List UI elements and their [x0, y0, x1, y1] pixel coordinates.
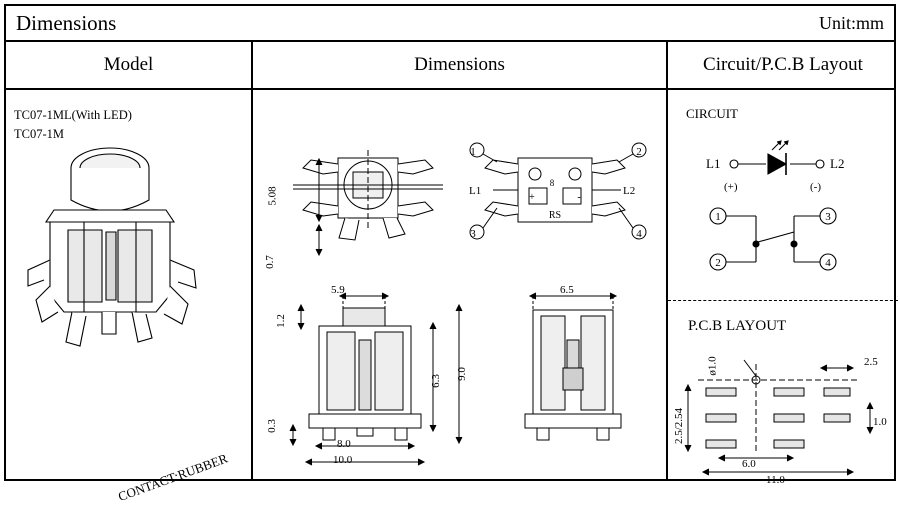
dimensions-column [251, 90, 666, 481]
circuit-pcb-divider [668, 300, 898, 301]
column-header-row [6, 42, 894, 90]
sheet-header [6, 6, 894, 42]
pin-number-4: 4 [636, 228, 642, 240]
polarity-minus: - [577, 192, 581, 203]
pcb-layout-title: P.C.B LAYOUT [688, 318, 787, 334]
pcb-dim-11-0: 11.0 [766, 474, 785, 486]
column-header-model: Model [103, 54, 154, 75]
dim-8-0: 8.0 [337, 438, 351, 450]
column-header-dimensions: Dimensions [251, 42, 666, 88]
mark-rs: RS [548, 210, 562, 221]
contact-rubber-note: CONTACT:RUBBER [116, 450, 230, 505]
led-terminal-l1: L1 [706, 156, 721, 171]
mark-8: 8 [549, 178, 555, 188]
led-polarity-plus: (+) [724, 181, 738, 193]
led-terminal-l2: L2 [830, 156, 845, 171]
led-circuit-diagram [682, 138, 892, 208]
pin-label-l2: L2 [623, 185, 636, 197]
dim-6-5: 6.5 [560, 284, 574, 296]
drawing-sheet [4, 4, 896, 505]
switch-terminal-2: 2 [715, 257, 721, 269]
dim-5-08: 5.08 [266, 186, 279, 206]
dim-10-0: 10.0 [333, 454, 353, 466]
circuit-column [666, 90, 898, 486]
column-header-circuit: Circuit/P.C.B Layout [666, 42, 898, 88]
pcb-dim-6-0: 6.0 [742, 458, 756, 470]
switch-terminal-4: 4 [825, 257, 831, 269]
dim-0-7: 0.7 [263, 255, 276, 269]
top-view-drawing [273, 140, 463, 270]
front-view-drawing [267, 280, 487, 470]
side-view-drawing [493, 280, 663, 470]
pin-number-3: 3 [470, 228, 476, 240]
pcb-dim-1-0: 1.0 [873, 416, 887, 428]
sheet-body [6, 90, 894, 505]
pcb-hole-diameter: ø1.0 [706, 356, 719, 376]
switch-terminal-1: 1 [715, 211, 721, 223]
led-polarity-minus: (-) [810, 181, 821, 193]
pin-layout-drawing [463, 138, 653, 268]
pin-number-1: 1 [470, 146, 476, 158]
page-title: Dimensions [16, 11, 117, 35]
polarity-plus: + [529, 192, 535, 203]
dim-9-0: 9.0 [455, 367, 468, 381]
dim-0-3: 0.3 [265, 419, 278, 433]
dim-6-3: 6.3 [429, 374, 442, 388]
switch-circuit-diagram [682, 202, 892, 292]
unit-label: Unit:mm [818, 13, 884, 33]
pin-label-l1: L1 [469, 185, 482, 197]
model-name-plain: TC07-1M [14, 127, 64, 141]
circuit-title: CIRCUIT [686, 106, 738, 121]
dim-1-2: 1.2 [274, 314, 287, 328]
switch-terminal-3: 3 [825, 211, 831, 223]
model-name-led: TC07-1ML(With LED) [14, 108, 132, 122]
pin-number-2: 2 [636, 146, 642, 158]
pcb-dim-2-5: 2.5 [864, 356, 878, 368]
dim-5-9: 5.9 [331, 284, 345, 296]
pcb-dim-2-5-2-54: 2.5/2.54 [673, 407, 686, 445]
model-column [6, 90, 251, 505]
